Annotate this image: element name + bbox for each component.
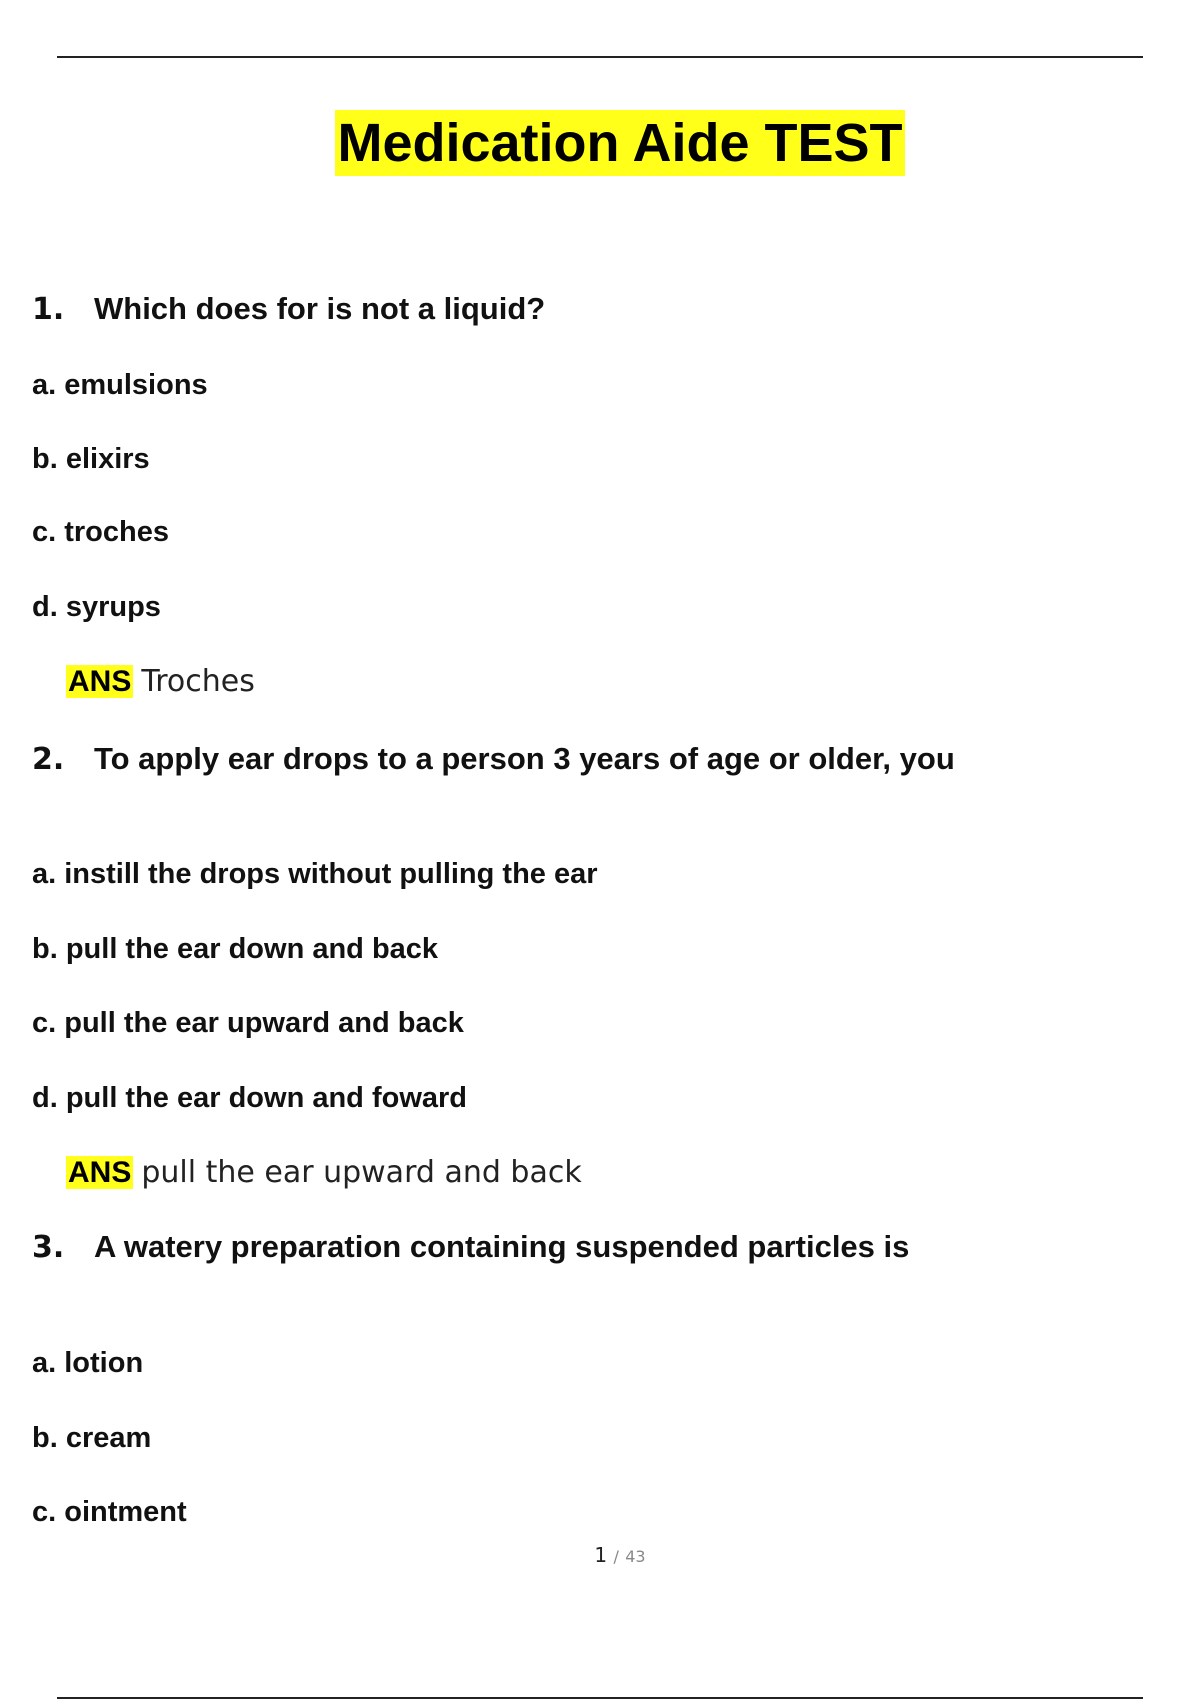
page-separator: /	[613, 1547, 619, 1566]
top-rule	[57, 56, 1143, 58]
question-1-answer	[66, 661, 255, 702]
question-number: 1.	[32, 292, 65, 327]
question-2-option-c: c. pull the ear upward and back	[32, 1007, 464, 1039]
question-2-option-b: b. pull the ear down and back	[32, 933, 439, 965]
page-indicator	[0, 1543, 1200, 1567]
answer-tag: ANS	[68, 665, 132, 698]
question-1-option-c: c. troches	[32, 516, 169, 548]
question-1-option-b: b. elixirs	[32, 443, 150, 475]
question-text: A watery preparation containing suspended particles is	[94, 1229, 910, 1264]
question-number: 3.	[32, 1230, 65, 1265]
question-1-option-d: d. syrups	[32, 591, 161, 623]
question-1	[32, 290, 545, 329]
question-2-option-a: a. instill the drops without pulling the ear	[32, 858, 598, 890]
total-pages: 43	[625, 1547, 646, 1566]
current-page: 1	[594, 1543, 608, 1567]
answer-text: pull the ear upward and back	[141, 1155, 582, 1190]
question-2	[32, 740, 955, 779]
question-3	[32, 1228, 909, 1267]
question-text: Which does for is not a liquid?	[94, 291, 546, 326]
question-3-option-b: b. cream	[32, 1422, 152, 1454]
question-2-option-d: d. pull the ear down and foward	[32, 1082, 468, 1114]
title-block	[0, 110, 1200, 176]
question-3-option-c: c. ointment	[32, 1496, 187, 1528]
question-2-answer	[66, 1152, 582, 1193]
answer-tag: ANS	[68, 1156, 132, 1189]
question-3-option-a: a. lotion	[32, 1347, 144, 1379]
question-text: To apply ear drops to a person 3 years of age or older, you	[94, 741, 955, 776]
document-title: Medication Aide TEST	[335, 110, 904, 176]
answer-text: Troches	[141, 664, 255, 699]
bottom-rule	[57, 1697, 1143, 1699]
question-number: 2.	[32, 742, 65, 777]
question-1-option-a: a. emulsions	[32, 369, 208, 401]
